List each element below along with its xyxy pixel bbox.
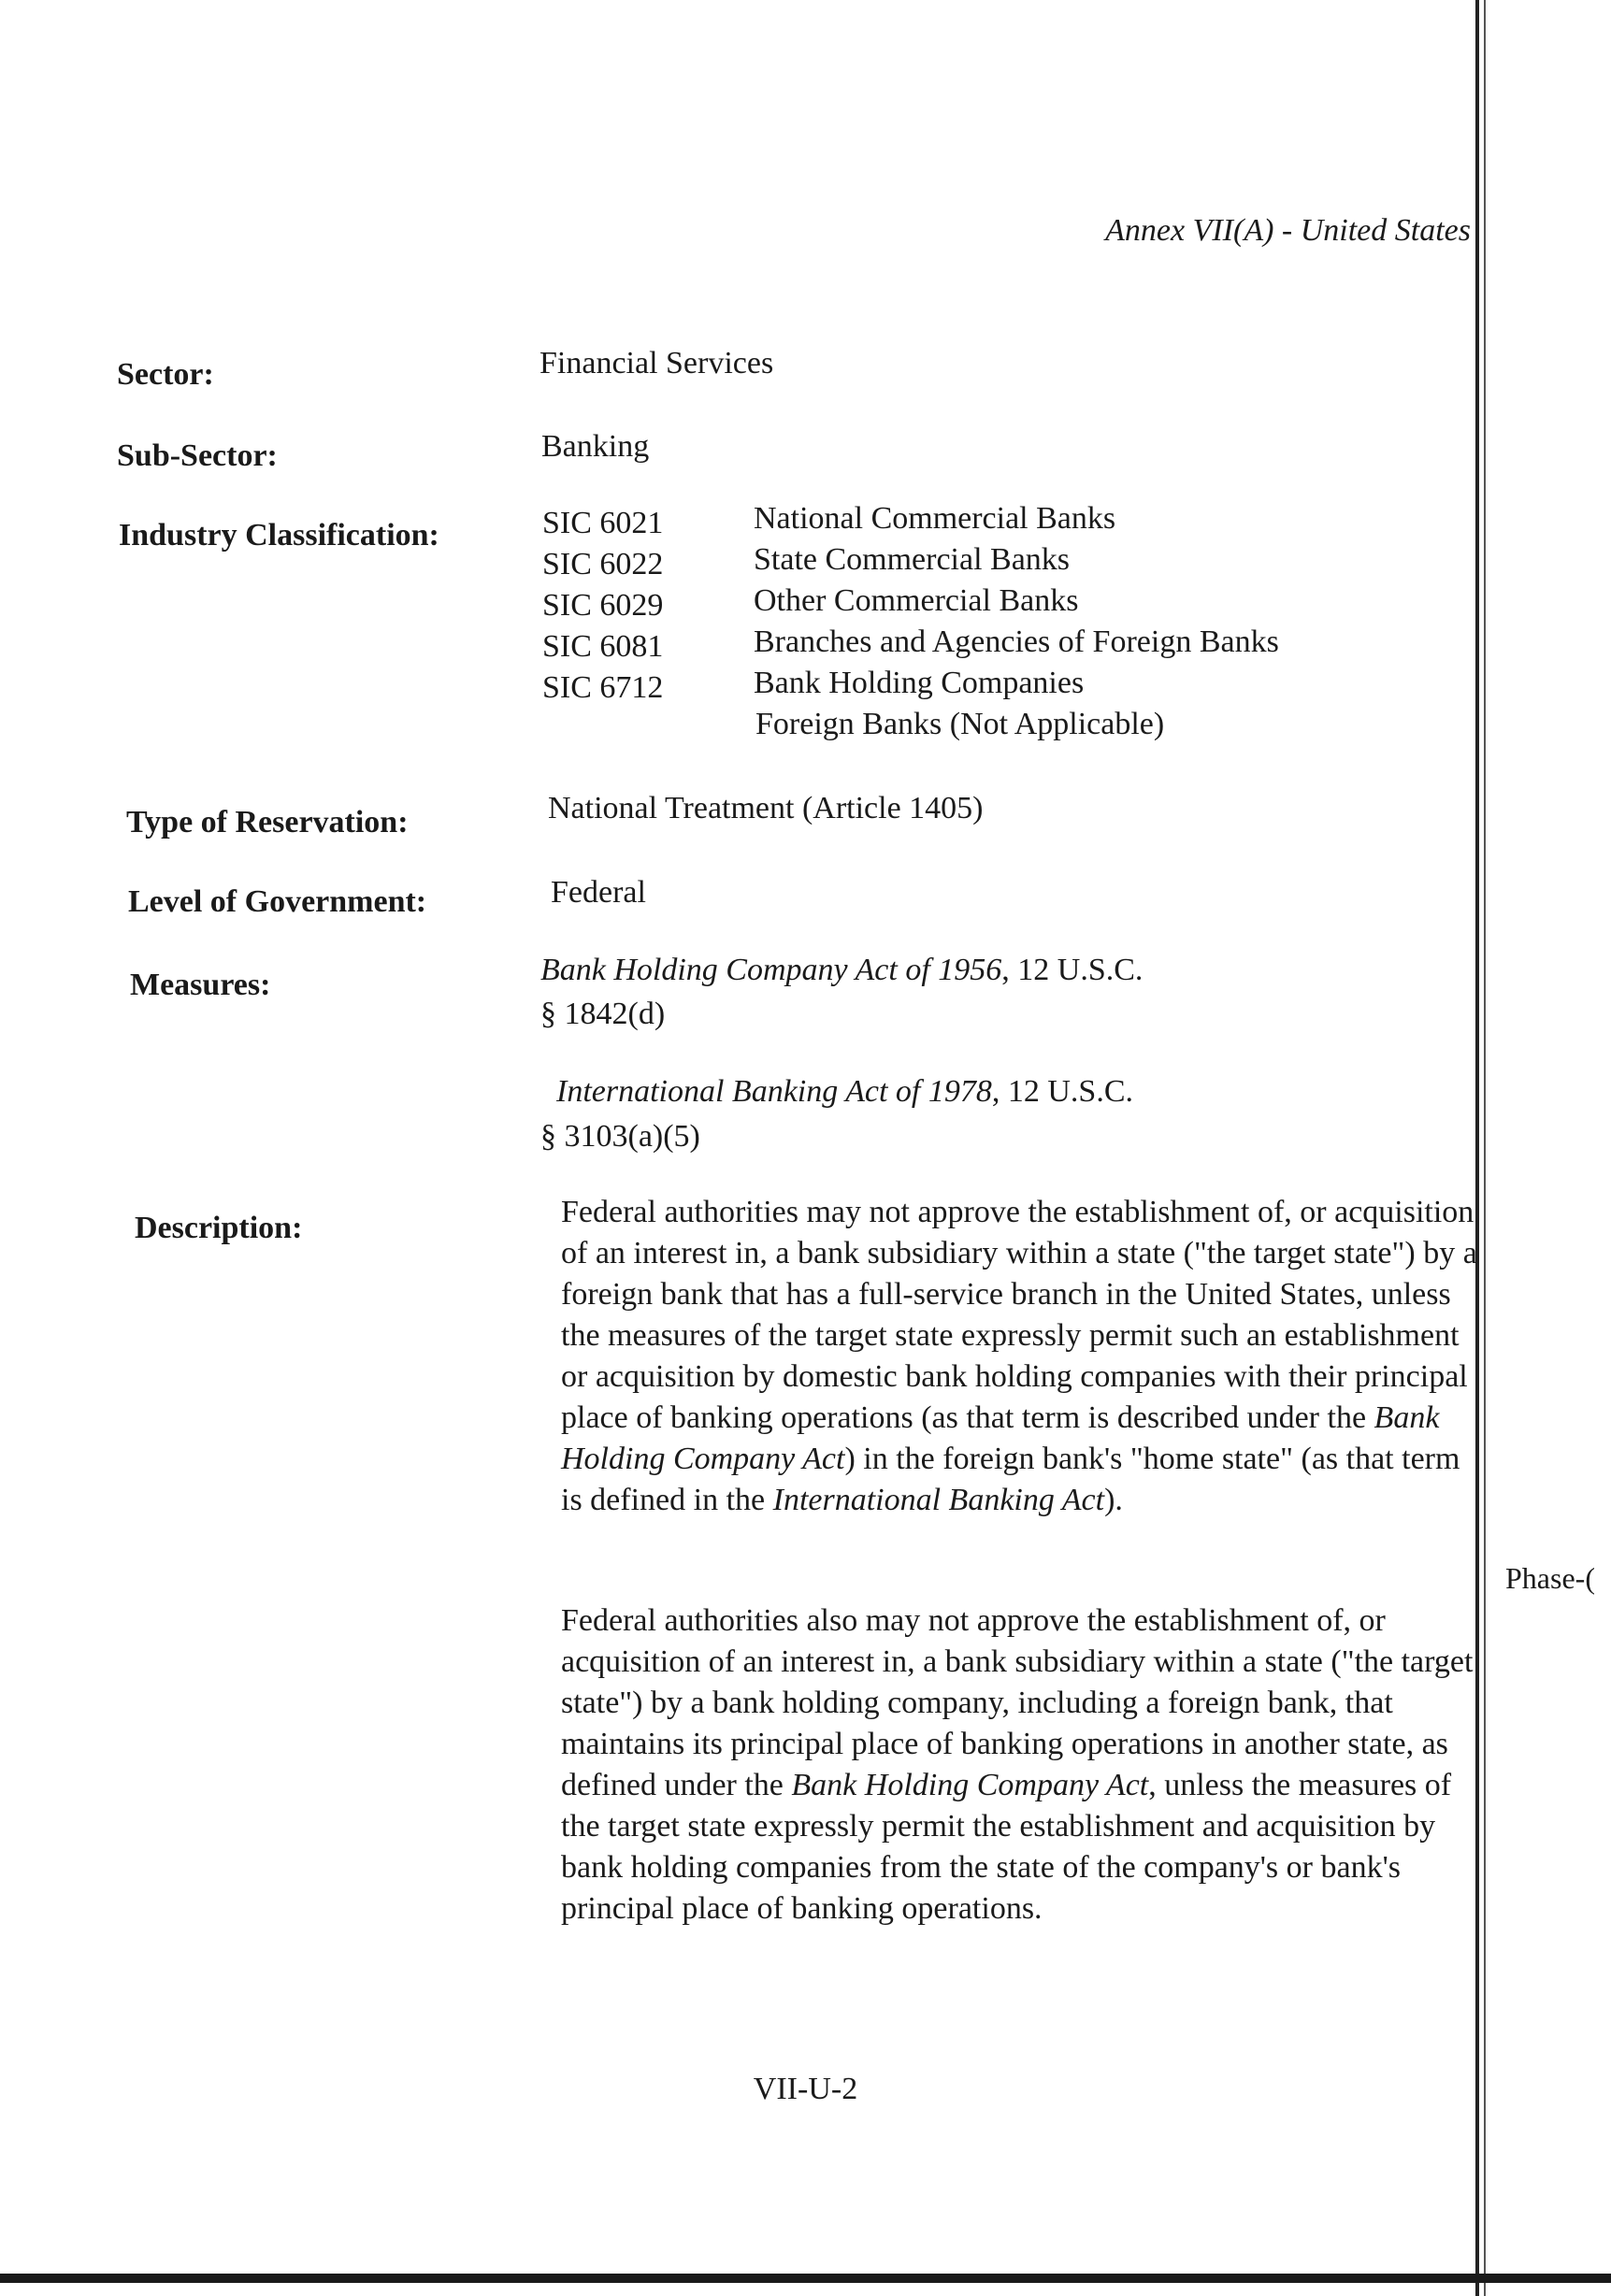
measure-section: § 1842(d) [540, 997, 666, 1031]
sic-code: SIC 6022 [542, 547, 664, 581]
description-text: Federal authorities also may not approve the establishment of, or acquisition of an interest in, a bank subsidiary within a state ("the target state") by a bank holding company, including a foreign bank, that maintains its principal place of banking operations in another state, as defined under the [561, 1603, 1474, 1802]
description-text: ). [1104, 1483, 1123, 1517]
sic-description: State Commercial Banks [754, 542, 1071, 577]
description-italic-text: International Banking Act [772, 1483, 1105, 1517]
sic-description: Other Commercial Banks [754, 583, 1079, 618]
description-text: Federal authorities may not approve the establishment of, or acquisition of an interest in, a bank subsidiary within a state ("the target state") by a foreign bank that has a full-service branch in the United States, unless the measures of the target state expressly permit such an establishment or acquisition by domestic bank holding companies with their principal place of banking operations (as that term is described under the [561, 1195, 1477, 1435]
measures-label: Measures: [130, 968, 271, 1002]
description-text: ) in the foreign bank's "home state" (as that term is defined in the [561, 1442, 1460, 1517]
measure-cite: , 12 U.S.C. [1001, 953, 1144, 987]
sector-value: Financial Services [539, 346, 774, 380]
description-text: , unless the measures of the target state expressly permit the establishment and acquisition by bank holding companies from the state of the company's or bank's principal place of banking operations. [561, 1768, 1452, 1926]
sic-description: Bank Holding Companies [754, 666, 1085, 700]
sic-code: SIC 6081 [542, 629, 664, 664]
measure-title: International Banking Act of 1978 [556, 1074, 992, 1109]
description-label: Description: [135, 1211, 303, 1245]
level-of-government-label: Level of Government: [128, 884, 427, 919]
measure-section: § 3103(a)(5) [540, 1119, 700, 1154]
type-of-reservation-value: National Treatment (Article 1405) [548, 791, 984, 825]
annex-header: Annex VII(A) - United States [1105, 213, 1471, 248]
sic-description: National Commercial Banks [754, 501, 1116, 536]
sic-code: SIC 6029 [542, 588, 664, 623]
description-paragraph-2 [561, 1600, 1477, 1930]
measure-cite: , 12 U.S.C. [991, 1074, 1134, 1109]
industry-classification-label: Industry Classification: [119, 518, 439, 552]
measure-citation [540, 953, 1143, 988]
right-margin-rule [1475, 0, 1479, 2296]
level-of-government-value: Federal [551, 875, 646, 910]
page-number: VII-U-2 [753, 2072, 858, 2106]
description-paragraph-1 [561, 1192, 1477, 1521]
sector-label: Sector: [117, 357, 214, 392]
right-margin-rule-secondary [1484, 0, 1486, 2296]
type-of-reservation-label: Type of Reservation: [126, 805, 409, 839]
sic-description: Branches and Agencies of Foreign Banks [754, 624, 1279, 659]
sic-code: SIC 6712 [542, 670, 664, 705]
sub-sector-value: Banking [541, 429, 650, 464]
measure-citation [556, 1074, 1133, 1110]
sic-code: SIC 6021 [542, 506, 664, 540]
measure-title: Bank Holding Company Act of 1956 [540, 953, 1002, 987]
sub-sector-label: Sub-Sector: [117, 438, 278, 473]
sic-description: Foreign Banks (Not Applicable) [755, 707, 1165, 741]
bottom-edge-rule [0, 2274, 1611, 2283]
description-italic-text: Bank Holding Company Act [791, 1768, 1149, 1802]
margin-note: Phase-( [1505, 1561, 1595, 1595]
description-italic-text: Bank Holding Company Act [561, 1400, 1440, 1476]
